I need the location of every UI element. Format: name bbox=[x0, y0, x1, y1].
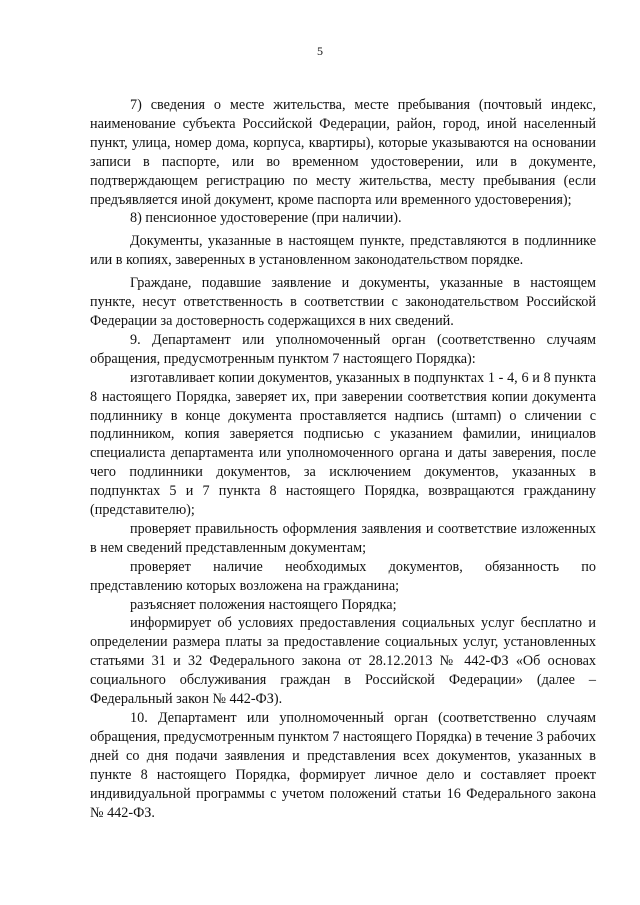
document-body bbox=[90, 96, 596, 822]
paragraph-checks-correctness: проверяет правильность оформления заявления и соответствие изложенных в нем сведений представленным документам; bbox=[90, 520, 596, 556]
paragraph-citizens-responsibility: Граждане, подавшие заявление и документы, указанные в настоящем пункте, несут ответственность в соответствии с законодательством Российской Федерации за достоверность содержащихся в них сведений. bbox=[90, 275, 596, 329]
paragraph-item-8-pension: 8) пенсионное удостоверение (при наличии). bbox=[130, 210, 402, 227]
paragraph-section-10: 10. Департамент или уполномоченный орган (соответственно случаям обращения, предусмотренным пунктом 7 настоящего Порядка) в течение 3 рабочих дней со дня подачи заявления и представления всех документов, указанных в пункте 8 настоящего Порядка, формирует личное дело и составляет проект индивидуальной программы с учетом положений статьи 16 Федерального закона № 442-ФЗ. bbox=[90, 710, 596, 821]
paragraph-item-7-residence: 7) сведения о месте жительства, месте пребывания (почтовый индекс, наименование субъекта Российской Федерации, район, город, иной населенный пункт, улица, номер дома, корпуса, квартиры), которые указываются на основании записи в паспорте, или во временном удостоверении, или в документе, подтверждающем регистрацию по месту жительства, месту пребывания (если предъявляется иной документ, кроме паспорта или временного удостоверения); bbox=[90, 97, 596, 208]
paragraph-section-9: 9. Департамент или уполномоченный орган (соответственно случаям обращения, предусмотренным пунктом 7 настоящего Порядка): bbox=[90, 331, 596, 367]
paragraph-makes-copies: изготавливает копии документов, указанных в подпунктах 1 - 4, 6 и 8 пункта 8 настоящего Порядка, заверяет их, при заверении соответствия копии документа подлиннику в конце документа проставляется надпись (штамп) о сличении с подлинником, копия заверяется подписью с указанием фамилии, инициалов специалиста департамента или уполномоченного органа и даты заверения, после чего подлинники документов, за исключением документов, указанных в подпунктах 5 и 7 пункта 8 настоящего Порядка, возвращаются гражданину (представителю); bbox=[90, 369, 596, 519]
paragraph-informs-conditions: информирует об условиях предоставления социальных услуг бесплатно и определении размера платы за предоставление социальных услуг, установленных статьями 31 и 32 Федерального закона от 28.12.2013 № 442-ФЗ «Об основах социального обслуживания граждан в Российской Федерации» (далее – Федеральный закон № 442-ФЗ). bbox=[90, 615, 596, 708]
paragraph-documents-form: Документы, указанные в настоящем пункте, представляются в подлиннике или в копиях, заверенных в установленном законодательством порядке. bbox=[90, 233, 596, 269]
paragraph-checks-documents: проверяет наличие необходимых документов, обязанность по представлению которых возложена на гражданина; bbox=[90, 558, 596, 594]
page-number: 5 bbox=[317, 44, 323, 58]
paragraph-explains-provisions: разъясняет положения настоящего Порядка; bbox=[130, 596, 397, 613]
